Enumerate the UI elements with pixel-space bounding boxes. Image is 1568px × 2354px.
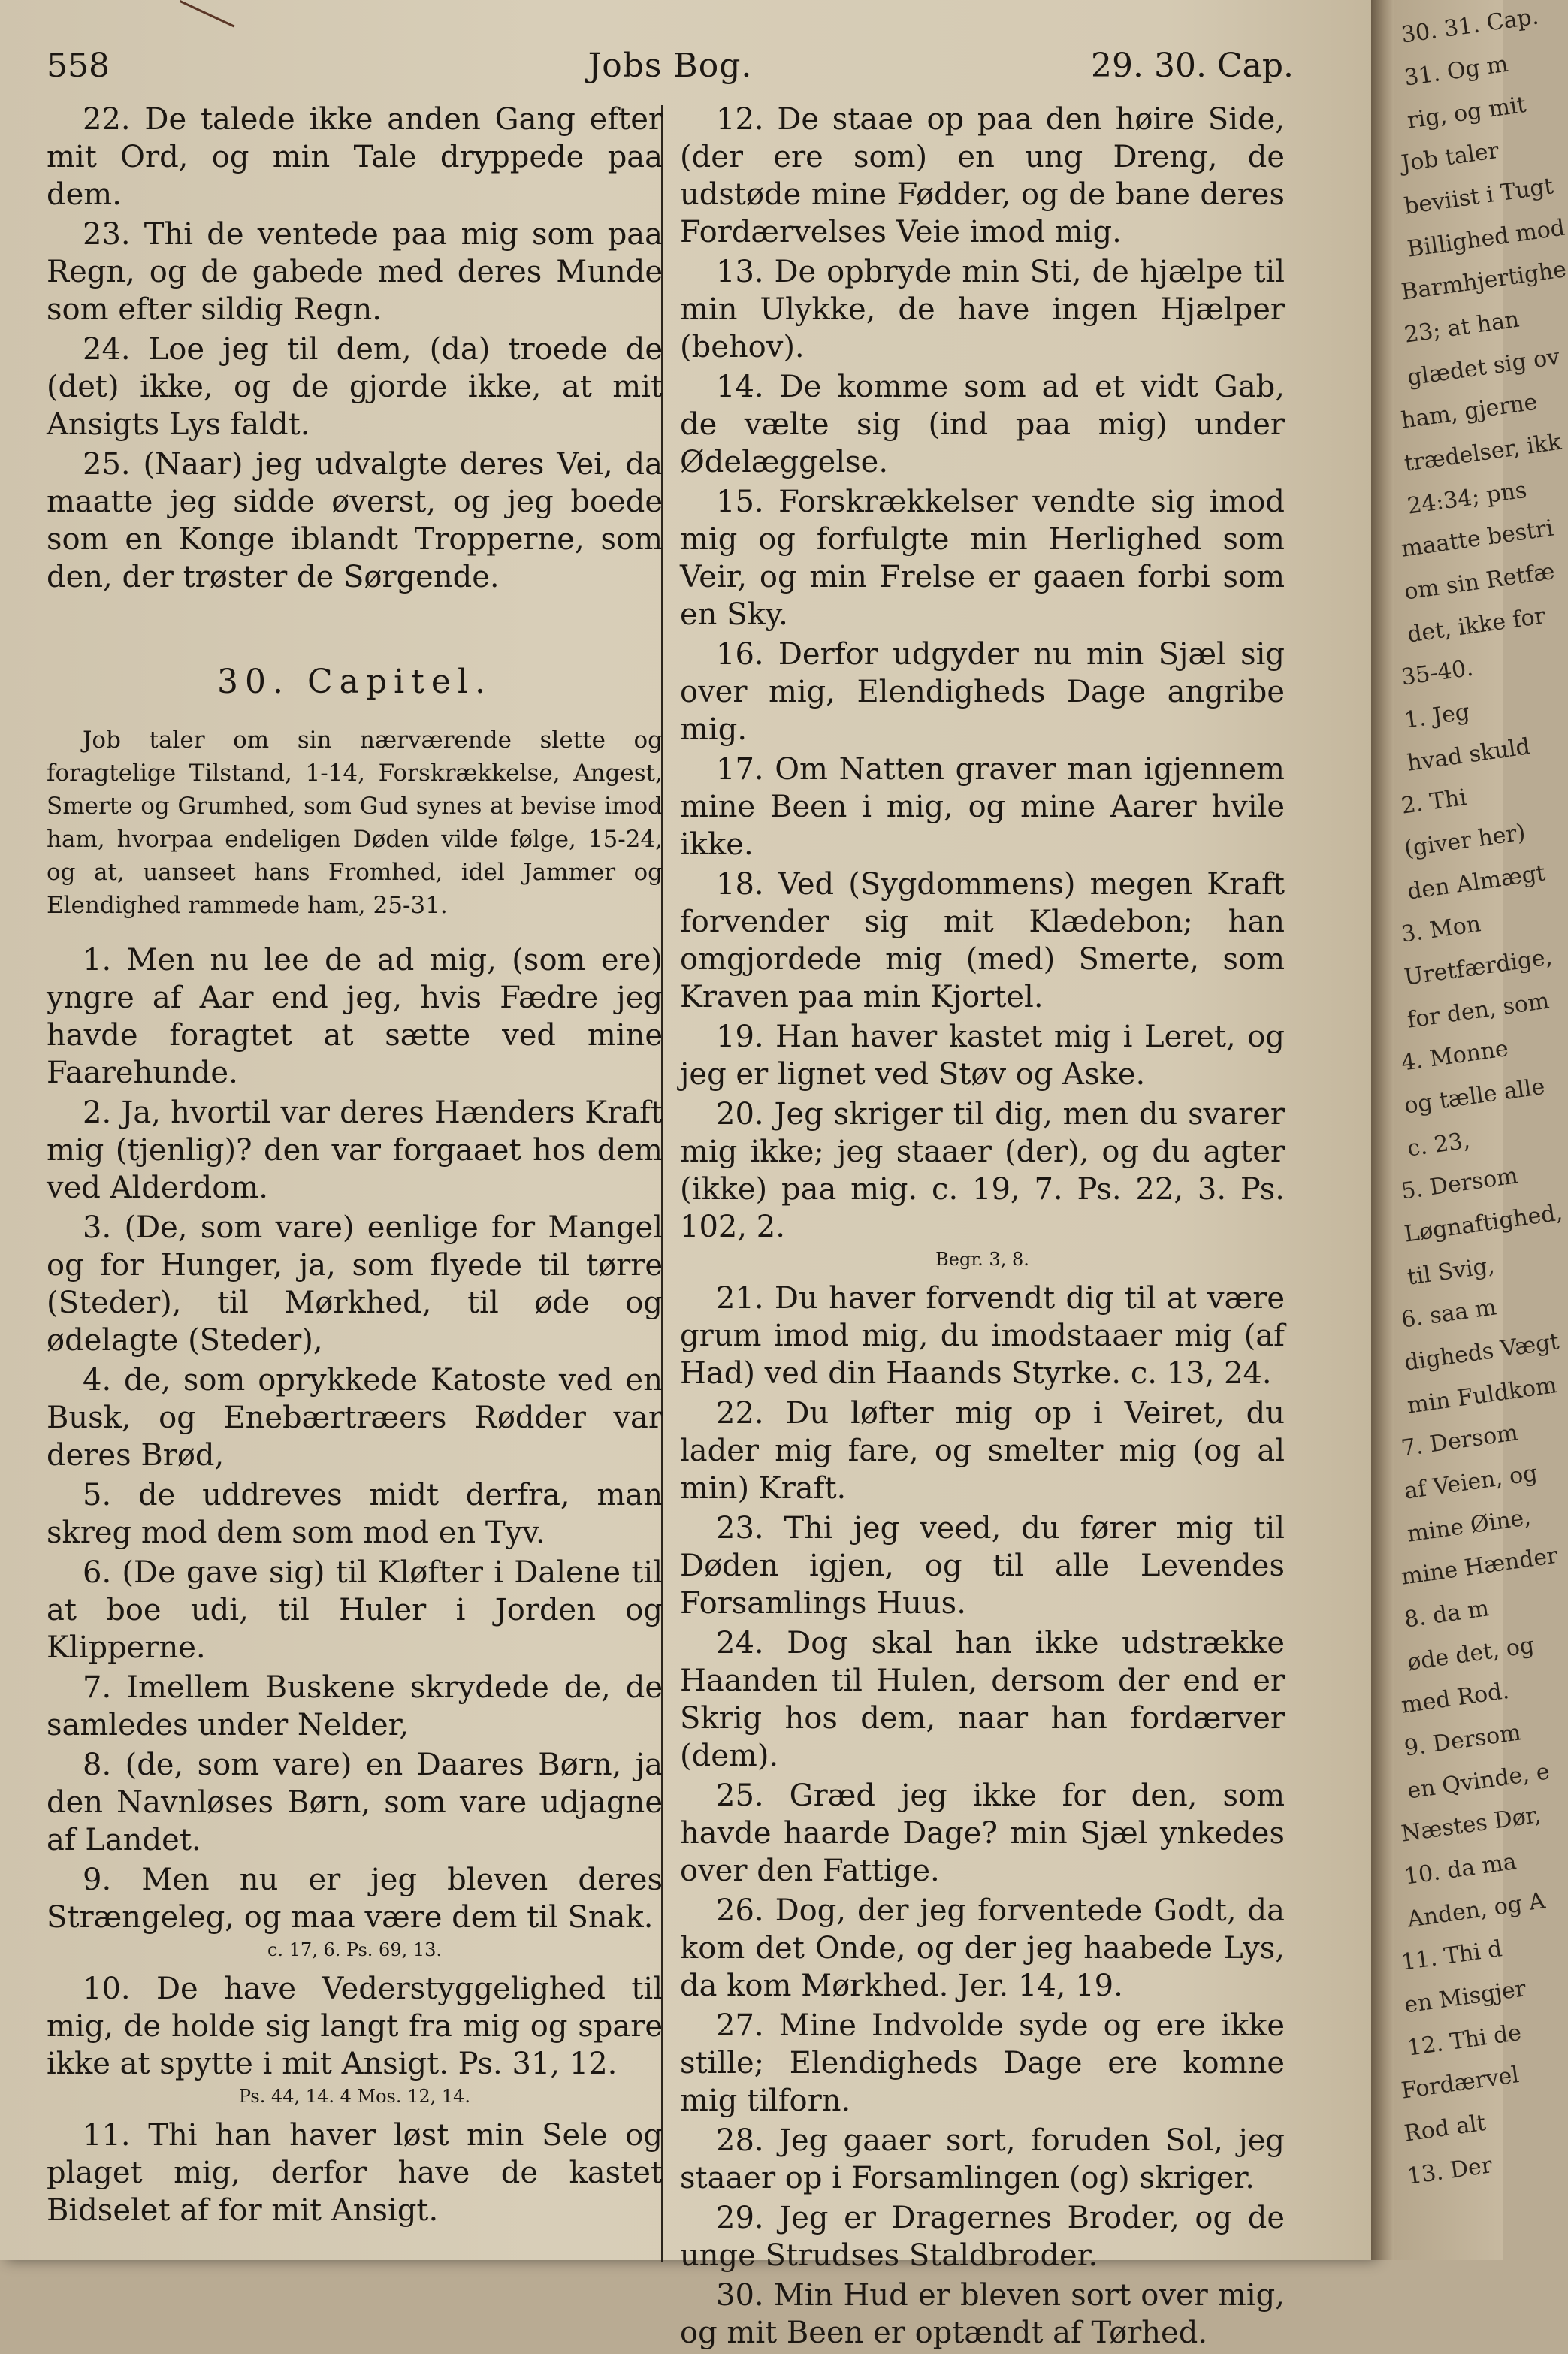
facing-page-fragment: 12. Thi de: [1406, 2019, 1524, 2062]
facing-page-fragment: digheds Vægt: [1403, 1328, 1561, 1376]
book-title: Jobs Bog.: [588, 47, 753, 85]
verse: 9. Men nu er jeg bleven deres Strængeleg, og maa være dem til Snak.: [47, 1863, 663, 1935]
right-column: [680, 101, 1285, 2354]
facing-page-fragment: 10. da ma: [1403, 1848, 1518, 1890]
running-header: [47, 47, 1294, 92]
verse: 18. Ved (Sygdommens) megen Kraft forvender sig mit Klædebon; han omgjordede mig (med) Smerte, som Kraven paa min Kjortel.: [680, 867, 1285, 1014]
verse: 24. Dog skal han ikke udstrække Haanden til Hulen, dersom der end er Skrig hos dem, naar han fordærver (dem).: [680, 1626, 1285, 1773]
chapter-summary: Job taler om sin nærværende slette og foragtelige Tilstand, 1-14, Forskrækkelse, Angest, Smerte og Grumhed, som Gud synes at bevise imod ham, hvorpaa endeligen Døden vilde følge, 15-24, og at, uanseet hans Fromhed, idel Jammer og Elendighed rammede ham, 25-31.: [47, 727, 663, 919]
cross-reference: c. 17, 6. Ps. 69, 13.: [267, 1939, 443, 1960]
facing-page-fragment: øde det, og: [1406, 1632, 1536, 1676]
facing-page-fragment: maatte bestri: [1400, 515, 1555, 563]
cross-reference: Begr. 3, 8.: [935, 1249, 1029, 1270]
verse: 28. Jeg gaaer sort, foruden Sol, jeg staaer op i Forsamlingen (og) skriger.: [680, 2123, 1285, 2195]
facing-page-fragment: mine Øine,: [1406, 1503, 1533, 1548]
facing-page-fragment: 2. Thi: [1400, 784, 1469, 820]
facing-page-fragment: glædet sig ov: [1406, 343, 1562, 391]
facing-page-edge: [1394, 0, 1568, 2260]
facing-page-fragment: 7. Dersom: [1400, 1419, 1520, 1462]
facing-page-fragment: 11. Thi d: [1400, 1935, 1504, 1976]
facing-page-fragment: 23; at han: [1403, 306, 1521, 349]
verse: 25. Græd jeg ikke for den, som havde haarde Dage? min Sjæl ynkedes over den Fattige.: [680, 1778, 1285, 1888]
facing-page-fragment: 4. Monne: [1400, 1035, 1510, 1077]
chapter-30-verses: [47, 941, 663, 2229]
chapter-range: 29. 30. Cap.: [1091, 47, 1294, 85]
facing-page-fragment: for den, som: [1406, 987, 1551, 1034]
facing-page-fragment: beviist i Tugt: [1403, 173, 1555, 220]
verse: 14. De komme som ad et vidt Gab, de vælte sig (ind paa mig) under Ødelæggelse.: [680, 370, 1285, 479]
facing-page-fragment: om sin Retfæ: [1403, 558, 1557, 606]
verse: 12. De staae op paa den høire Side, (der ere som) en ung Dreng, de udstøde mine Fødder, og de bane deres Fordærvelses Veie imod mig.: [680, 102, 1285, 249]
verse: 22. De talede ikke anden Gang efter mit Ord, og min Tale dryppede paa dem.: [47, 102, 663, 212]
facing-page-fragment: 1. Jeg: [1403, 698, 1472, 734]
verse: 23. Thi de ventede paa mig som paa Regn, og de gabede med deres Munde som efter sildig Regn.: [47, 217, 663, 327]
facing-page-fragment: 8. da m: [1403, 1595, 1491, 1633]
verse: 2. Ja, hvortil var deres Hænders Kraft mig (tjenlig)? den var forgaaet hos dem ved Alderdom.: [47, 1095, 663, 1205]
facing-page-fragment: af Veien, og: [1403, 1460, 1539, 1505]
verse: 19. Han haver kastet mig i Leret, og jeg er lignet ved Støv og Aske.: [680, 1020, 1285, 1092]
verse: 4. de, som oprykkede Katoste ved en Busk, og Enebærtræers Rødder var deres Brød,: [47, 1363, 663, 1473]
verse: 29. Jeg er Dragernes Broder, og de unge Strudses Staldbroder.: [680, 2201, 1285, 2273]
chapter-heading: 30. Capitel.: [217, 663, 492, 701]
verse: 26. Dog, der jeg forventede Godt, da kom det Onde, og der jeg haabede Lys, da kom Mørkhed. Jer. 14, 19.: [680, 1893, 1285, 2003]
verse: 27. Mine Indvolde syde og ere ikke stille; Elendigheds Dage ere komne mig tilforn.: [680, 2008, 1285, 2118]
chapter-29-verses: [47, 101, 663, 596]
facing-page-fragment: med Rod.: [1400, 1677, 1511, 1719]
facing-page-fragment: 6. saa m: [1400, 1294, 1498, 1334]
facing-page-fragment: Uretfærdige,: [1403, 944, 1554, 991]
facing-page-fragment: Barmhjertighe: [1400, 256, 1568, 306]
facing-page-fragment: rig, og mit: [1406, 91, 1528, 134]
facing-page-fragment: og tælle alle: [1403, 1073, 1547, 1120]
verse: 15. Forskrækkelser vendte sig imod mig og forfulgte min Herlighed som Veir, og min Frelse er gaaen forbi som en Sky.: [680, 485, 1285, 632]
facing-page-fragment: 30. 31. Cap.: [1400, 3, 1541, 49]
facing-page-fragment: Fordærvel: [1400, 2062, 1521, 2105]
facing-page-fragment: Anden, og A: [1406, 1887, 1547, 1933]
facing-page-fragment: mine Hænder: [1400, 1542, 1560, 1591]
facing-page-fragment: 31. Og m: [1403, 50, 1510, 92]
verse: 21. Du haver forvendt dig til at være grum imod mig, du imodstaaer mig (af Had) ved din Haands Styrke. c. 13, 24.: [680, 1281, 1285, 1391]
facing-page-fragment: (giver her): [1403, 819, 1527, 863]
facing-page-fragment: min Fuldkom: [1406, 1372, 1559, 1419]
facing-page-fragment: Job taler: [1400, 137, 1501, 177]
verse: 22. Du løfter mig op i Veiret, du lader mig fare, og smelter mig (og al min) Kraft.: [680, 1396, 1285, 1506]
verse: 10. De have Vederstyggelighed til mig, de holde sig langt fra mig og spare ikke at spytte i mit Ansigt. Ps. 31, 12.: [47, 1972, 663, 2081]
cross-reference: Ps. 44, 14. 4 Mos. 12, 14.: [238, 2086, 471, 2107]
verse: 3. (De, som vare) eenlige for Mangel og for Hunger, ja, som flyede til tørre (Steder), til Mørkhed, til øde og ødelagte (Steder),: [47, 1210, 663, 1358]
facing-page-fragment: en Misgjer: [1403, 1975, 1528, 2019]
verse: 24. Loe jeg til dem, (da) troede de (det) ikke, og de gjorde ikke, at mit Ansigts Lys faldt.: [47, 332, 663, 442]
facing-page-fragment: det, ikke for: [1406, 603, 1547, 648]
facing-page-fragment: 24:34; pns: [1406, 476, 1529, 520]
facing-page-fragment: 9. Dersom: [1403, 1719, 1523, 1762]
chapter-30-verses-continued: [680, 101, 1285, 2352]
verse: 20. Jeg skriger til dig, men du svarer mig ikke; jeg staaer (der), og du agter (ikke) paa mig. c. 19, 7. Ps. 22, 3. Ps. 102, 2.: [680, 1097, 1285, 1244]
verse: 7. Imellem Buskene skrydede de, de samledes under Nelder,: [47, 1670, 663, 1742]
facing-page-fragment: 13. Der: [1406, 2152, 1494, 2190]
facing-page-fragment: hvad skuld: [1406, 733, 1532, 777]
facing-page-fragment: ham, gjerne: [1400, 388, 1539, 434]
verse: 16. Derfor udgyder nu min Sjæl sig over mig, Elendigheds Dage angribe mig.: [680, 637, 1285, 747]
left-column: [47, 101, 663, 2232]
verse: 1. Men nu lee de ad mig, (som ere) yngre af Aar end jeg, hvis Fædre jeg havde foragtet at sætte ved mine Faarehunde.: [47, 943, 663, 1090]
facing-page-fragment: 3. Mon: [1400, 911, 1483, 948]
verse: 23. Thi jeg veed, du fører mig til Døden igjen, og til alle Levendes Forsamlings Huus.: [680, 1511, 1285, 1621]
facing-page-fragment: Næstes Dør,: [1400, 1801, 1543, 1848]
facing-page-fragment: en Qvinde, e: [1406, 1758, 1551, 1805]
verse: 8. (de, som vare) en Daares Børn, ja den Navnløses Børn, som vare udjagne af Landet.: [47, 1748, 663, 1857]
verse: 17. Om Natten graver man igjennem mine Been i mig, og mine Aarer hvile ikke.: [680, 752, 1285, 862]
facing-page-fragment: Løgnaftighed,: [1403, 1199, 1564, 1248]
facing-page-fragment: 35-40.: [1400, 654, 1475, 691]
facing-page-fragment: c. 23,: [1406, 1127, 1472, 1162]
verse: 13. De opbryde min Sti, de hjælpe til min Ulykke, de have ingen Hjælper (behov).: [680, 255, 1285, 364]
facing-page-fragment: Rod alt: [1403, 2109, 1488, 2147]
verse: 11. Thi han haver løst min Sele og plaget mig, derfor have de kastet Bidselet af for mit Ansigt.: [47, 2118, 663, 2228]
verse: 6. (De gave sig) til Kløfter i Dalene til at boe udi, til Huler i Jorden og Klipperne.: [47, 1555, 663, 1665]
verse: 25. (Naar) jeg udvalgte deres Vei, da maatte jeg sidde øverst, og jeg boede som en Konge iblandt Tropperne, som den, der trøster de Sørgende.: [47, 447, 663, 594]
verse: 30. Min Hud er bleven sort over mig, og mit Been er optændt af Tørhed.: [680, 2278, 1285, 2350]
verse: 5. de uddreves midt derfra, man skreg mod dem som mod en Tyv.: [47, 1478, 663, 1550]
book-gutter: [1371, 0, 1394, 2260]
facing-page-fragment: den Almægt: [1406, 860, 1548, 905]
facing-page-fragment: trædelser, ikk: [1403, 428, 1563, 477]
page-number: 558: [47, 47, 110, 85]
facing-page-fragment: 5. Dersom: [1400, 1162, 1520, 1205]
facing-page-fragment: til Svig,: [1406, 1252, 1497, 1291]
facing-page-fragment: Billighed mod: [1406, 214, 1566, 263]
